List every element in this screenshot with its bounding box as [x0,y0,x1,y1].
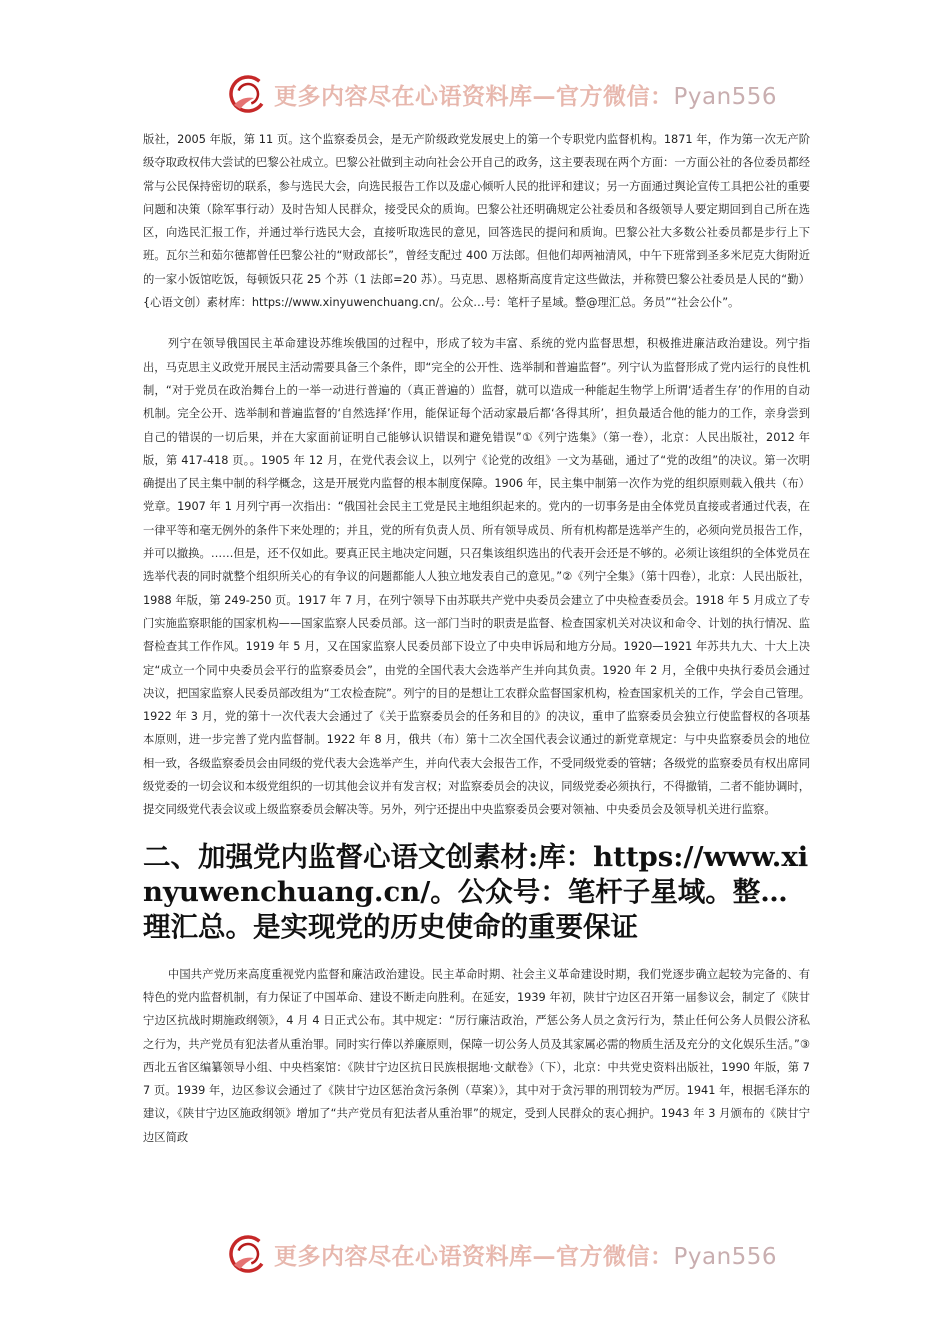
header-banner-text: 更多内容尽在心语资料库—官方微信：Pyan556 [274,82,778,110]
paragraph-cpc-supervision: 中国共产党历来高度重视党内监督和廉洁政治建设。民主革命时期、社会主义革命建设时期，我们党逐步确立起较为完备的、有特色的党内监督机制，有力保证了中国革命、建设不断走向胜利。在延安，1939 年初，陕甘宁边区召开第一届参议会，制定了《陕甘宁边区抗战时期施政纲领》，4 月 4 日正式公布。其中规定：“厉行廉洁政治，严惩公务人员之贪污行为，禁止任何公务人员假公济私之行为，共产党员有犯法者从重治罪。同时实行俸以养廉原则，保障一切公务人员及其家属必需的物质生活及充分的文化娱乐生活。”③西北五省区编纂领导小组、中央档案馆：《陕甘宁边区抗日民族根据地·文献卷》（下），北京：中共党史资料出版社，1990 年版，第 77 页。1939 年，边区参议会通过了《陕甘宁边区惩治贪污条例（草案）》，其中对于贪污罪的刑罚较为严厉。1941 年，根据毛泽东的建议，《陕甘宁边区施政纲领》增加了“共产党员有犯法者从重治罪”的规定，受到人民群众的衷心拥护。1943 年 3 月颁布的《陕甘宁边区简政 [143,967,810,1144]
wechat-id: Pyan556 [673,83,778,110]
wechat-id: Pyan556 [673,1243,778,1270]
paragraph-lenin-supervision: 列宁在领导俄国民主革命建设苏维埃俄国的过程中，形成了较为丰富、系统的党内监督思想，积极推进廉洁政治建设。列宁指出，马克思主义政党开展民主活动需要具备三个条件，即“完全的公开性、选举制和普遍监督”。列宁认为监督形成了党内运行的良性机制，“对于党员在政治舞台上的一举一动进行普遍的（真正普遍的）监督，就可以造成一种能起生物学上所谓‘适者生存’的作用的自动机制。完全公开、选举制和普遍监督的‘自然选择’作用，能保证每个活动家最后都‘各得其所’，担负最适合他的能力的工作，亲身尝到自己的错误的一切后果，并在大家面前证明自己能够认识错误和避免错误”①《列宁选集》（第一卷），北京：人民出版社，2012 年版，第 417-418 页。。1905 年 12 月，在党代表会议上，以列宁《论党的改组》一文为基础，通过了“党的改组”的决议。第一次明确提出了民主集中制的科学概念，这是开展党内监督的根本制度保障。1906 年，民主集中制第一次作为党的组织原则载入俄共（布）党章。1907 年 1 月列宁再一次指出：“俄国社会民主工党是民主地组织起来的。党内的一切事务是由全体党员直接或者通过代表，在一律平等和毫无例外的条件下来处理的；并且，党的所有负责人员、所有领导成员、所有机构都是选举产生的，必须向党员报告工作，并可以撤换。……但是，还不仅如此。要真正民主地决定问题，只召集该组织选出的代表开会还是不够的。必须让该组织的全体党员在选举代表的同时就整个组织所关心的有争议的问题都能人人独立地发表自己的意见。”②《列宁全集》（第十四卷），北京：人民出版社，1988 年版，第 249-250 页。1917 年 7 月，在列宁领导下由苏联共产党中央委员会建立了中央检查委员会。1918 年 5 月成立了专门实施监察职能的国家机构——国家监察人民委员部。这一部门当时的职责是监督、检查国家机关对决议和命令、计划的执行情况、监督检查其工作作风。1919 年 5 月，又在国家监察人民委员部下设立了中央申诉局和地方分局。1920—1921 年苏共九大、十大上决定“成立一个同中央委员会平行的监察委员会”，由党的全国代表大会选举产生并向其负责。1920 年 2 月，全俄中央执行委员会通过决议，把国家监察人民委员部改组为“工农检查院”。列宁的目的是想让工农群众监督国家机构，检查国家机关的工作，学会自己管理。1922 年 3 月，党的第十一次代表大会通过了《关于监察委员会的任务和目的》的决议，重申了监察委员会独立行使监督权的各项基本原则，进一步完善了党内监督制。1922 年 8 月，俄共（布）第十二次全国代表会议通过的新党章规定：与中央监察委员会的地位相一致，各级监察委员会由同级的党代表大会选举产生，并向代表大会报告工作，不受同级党委的管辖；各级党的监察委员有权出席同级党委的一切会议和本级党组织的一切其他会议并有发言权；对监察委员会的决议，同级党委必须执行，不得撤销，二者不能协调时，提交同级党代表会议或上级监察委员会解决等。另外，列宁还提出中央监察委员会要对领袖、中央委员会及领导机关进行监察。 [143,337,810,817]
header-banner [228,72,778,116]
paragraph-paris-commune: 版社，2005 年版，第 11 页。这个监察委员会，是无产阶级政党发展史上的第一个专职党内监督机构。1871 年，作为第一次无产阶级夺取政权伟大尝试的巴黎公社成立。巴黎公社做到主动向社会公开自己的政务，这主要表现在两个方面：一方面公社的各位委员都经常与公民保持密切的联系，参与选民大会，向选民报告工作以及虚心倾听人民的批评和建议；另一方面通过舆论宣传工具把公社的重要问题和决策（除军事行动）及时告知人民群众，接受民众的质询。巴黎公社还明确规定公社委员和各级领导人要定期回到自己所在选区，向选民汇报工作，并通过举行选民大会，直接听取选民的意见，回答选民的提问和质询。巴黎公社大多数公社委员都是步行上下班。瓦尔兰和茹尔德都曾任巴黎公社的“财政部长”，曾经支配过 400 万法郎。但他们却两袖清风，中午下班常到圣多米尼克大街附近的一家小饭馆吃饭，每顿饭只花 25 个苏（1 法郎=20 苏）。马克思、恩格斯高度肯定这些做法，并称赞巴黎公社委员是人民的“勤）{心语文创）素材库：https://www.xinyuwenchuang.cn/。公众…号：笔杆子星域。整@理汇总。务员”“社会公仆”。 [143,133,810,310]
brand-logo-icon [228,74,268,114]
brand-logo-icon [228,1234,268,1274]
footer-banner-text: 更多内容尽在心语资料库—官方微信：Pyan556 [274,1242,778,1270]
footer-banner [228,1232,778,1276]
document-body [143,128,810,1149]
section-heading: 二、加强党内监督心语文创素材:库：https://www.xinyuwenchuang.cn/。公众号：笔杆子星域。整…理汇总。是实现党的历史使命的重要保证 [143,840,809,943]
